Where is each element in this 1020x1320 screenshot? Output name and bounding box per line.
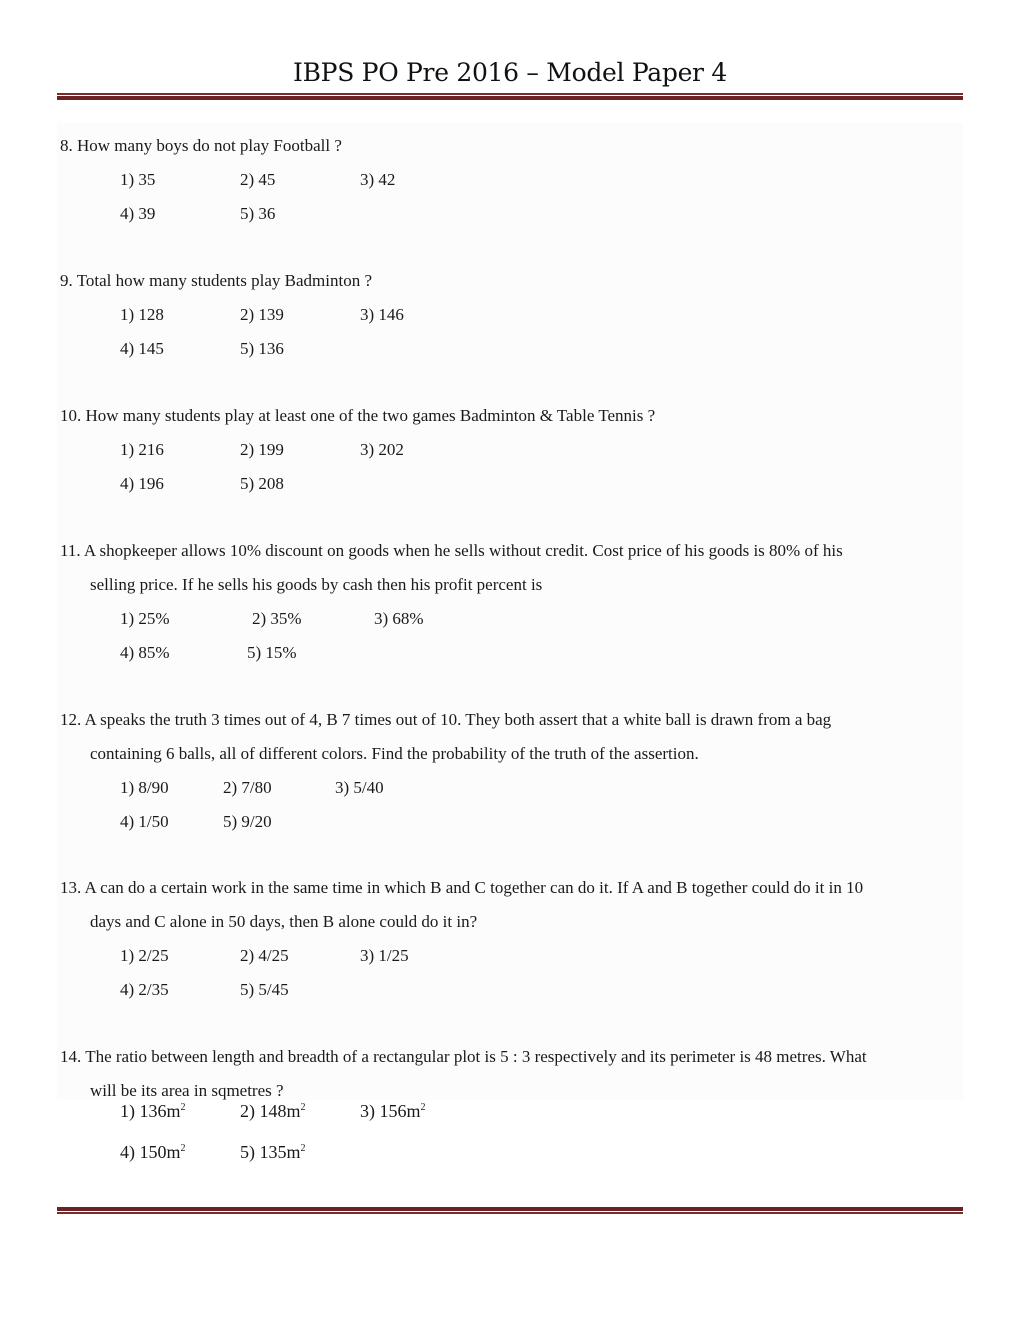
option-1: 1) 35 <box>120 170 156 189</box>
question-line-2: containing 6 balls, all of different colors. Find the probability of the truth of the assertion. <box>90 744 699 763</box>
header-divider <box>57 93 963 100</box>
page-title: IBPS PO Pre 2016 – Model Paper 4 <box>293 58 727 87</box>
question-text: 8. How many boys do not play Football ? <box>60 136 342 155</box>
footer-divider <box>57 1207 963 1214</box>
option-1: 1) 216 <box>120 440 164 459</box>
question-line-1: 12. A speaks the truth 3 times out of 4, B 7 times out of 10. They both assert that a white ball is drawn from a bag <box>60 710 832 729</box>
option-5: 5) 15% <box>247 643 297 662</box>
question-13 <box>60 871 960 1007</box>
option-1: 1) $136m^2$ <box>120 1101 186 1121</box>
option-3: 3) 1/25 <box>360 946 409 965</box>
option-4: 4) $150m^2$ <box>120 1142 186 1162</box>
options-row-2 <box>60 636 960 670</box>
option-3: 3) 146 <box>360 305 404 324</box>
question-text <box>60 703 960 771</box>
option-3: 3) 5/40 <box>335 778 384 797</box>
options-row-1 <box>60 1094 960 1128</box>
question-text <box>60 534 960 602</box>
option-5: 5) $135m^2$ <box>240 1142 306 1162</box>
option-2: 2) 35% <box>252 609 302 628</box>
question-11 <box>60 534 960 670</box>
question-line-1: 13. A can do a certain work in the same time in which B and C together can do it. If A and B together could do it in 10 <box>60 878 864 897</box>
options-row-1 <box>60 163 960 197</box>
options-row-2 <box>60 805 960 839</box>
options-row-2 <box>60 332 960 366</box>
question-line-1: 14. The ratio between length and breadth of a rectangular plot is 5 : 3 respectively and its perimeter is 48 metres. What <box>60 1047 867 1066</box>
option-2: 2) 199 <box>240 440 284 459</box>
options-row-1 <box>60 939 960 973</box>
question-8 <box>60 129 960 231</box>
option-2: 2) 45 <box>240 170 276 189</box>
option-5: 5) 136 <box>240 339 284 358</box>
options-row-2 <box>60 973 960 1007</box>
option-4: 4) 196 <box>120 474 164 493</box>
options-row-1 <box>60 433 960 467</box>
options-row-1 <box>60 771 960 805</box>
option-3: 3) 42 <box>360 170 396 189</box>
question-line-2: selling price. If he sells his goods by cash then his profit percent is <box>90 575 543 594</box>
option-4: 4) 2/35 <box>120 980 169 999</box>
option-5: 5) 5/45 <box>240 980 289 999</box>
option-4: 4) 39 <box>120 204 156 223</box>
option-5: 5) 9/20 <box>223 812 272 831</box>
question-line-1: 11. A shopkeeper allows 10% discount on goods when he sells without credit. Cost price of his goods is 80% of his <box>60 541 843 560</box>
option-4: 4) 85% <box>120 643 170 662</box>
question-12 <box>60 703 960 839</box>
option-1: 1) 8/90 <box>120 778 169 797</box>
option-3: 3) $156m^2$ <box>360 1101 426 1121</box>
question-text: 9. Total how many students play Badminton ? <box>60 271 373 290</box>
option-4: 4) 1/50 <box>120 812 169 831</box>
question-14 <box>60 1040 960 1169</box>
options-row-2 <box>60 467 960 501</box>
options-row-2 <box>60 197 960 231</box>
question-text: 10. How many students play at least one of the two games Badminton & Table Tennis ? <box>60 406 656 425</box>
options-row-2 <box>60 1135 960 1169</box>
option-2: 2) $148m^2$ <box>240 1101 306 1121</box>
option-5: 5) 36 <box>240 204 276 223</box>
options-row-1 <box>60 298 960 332</box>
option-5: 5) 208 <box>240 474 284 493</box>
option-2: 2) 7/80 <box>223 778 272 797</box>
question-text <box>60 871 960 939</box>
question-10 <box>60 399 960 501</box>
option-1: 1) 25% <box>120 609 170 628</box>
option-3: 3) 68% <box>374 609 424 628</box>
option-4: 4) 145 <box>120 339 164 358</box>
option-1: 1) 128 <box>120 305 164 324</box>
option-1: 1) 2/25 <box>120 946 169 965</box>
question-line-2: days and C alone in 50 days, then B alone could do it in? <box>90 912 478 931</box>
option-2: 2) 4/25 <box>240 946 289 965</box>
options-row-1 <box>60 602 960 636</box>
question-9 <box>60 264 960 366</box>
option-3: 3) 202 <box>360 440 404 459</box>
question-line-2: will be its area in sqmetres ? <box>90 1081 284 1100</box>
option-2: 2) 139 <box>240 305 284 324</box>
